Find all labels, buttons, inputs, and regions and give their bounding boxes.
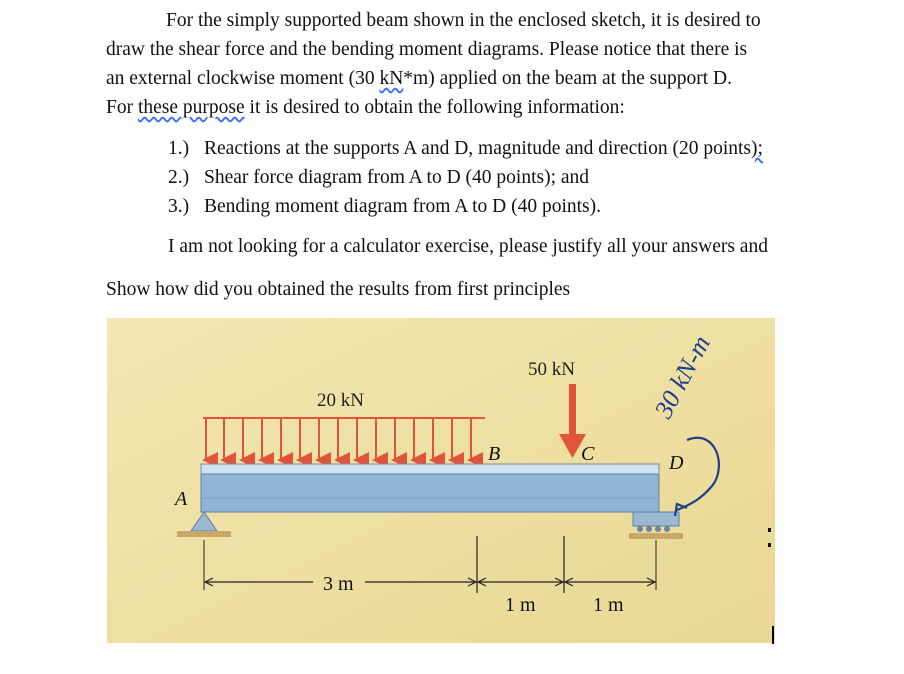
distributed-load-label: 20 kN bbox=[317, 390, 364, 411]
note-paragraph-1: I am not looking for a calculator exercise, please justify all your answers and bbox=[168, 236, 768, 257]
list-item: 1.) Reactions at the supports A and D, magnitude and direction (20 points); bbox=[168, 138, 763, 159]
intro-paragraph bbox=[106, 6, 896, 122]
note-paragraph-2: Show how did you obtained the results from first principles bbox=[106, 279, 571, 300]
point-load-label: 50 kN bbox=[528, 359, 575, 380]
dim-ab-label: 3 m bbox=[323, 573, 354, 595]
label-b: B bbox=[488, 443, 501, 465]
list-item: 2.) Shear force diagram from A to D (40 points); and bbox=[168, 167, 590, 188]
intro-line-2: draw the shear force and the bending moment diagrams. Please notice that there is bbox=[106, 39, 748, 60]
dim-cd-label: 1 m bbox=[593, 594, 624, 616]
dim-bc-label: 1 m bbox=[505, 594, 536, 616]
spellcheck-kn: kN bbox=[379, 68, 404, 89]
intro-line-4: For these purpose it is desired to obtain the following information: bbox=[106, 97, 625, 118]
label-d: D bbox=[669, 452, 684, 474]
intro-line-1: For the simply supported beam shown in the enclosed sketch, it is desired to bbox=[166, 10, 761, 31]
text-cursor bbox=[772, 626, 774, 644]
label-c: C bbox=[581, 443, 595, 465]
beam-diagram bbox=[107, 318, 775, 643]
beam-sketch-figure bbox=[107, 318, 775, 643]
moment-label: 30 kN-m bbox=[648, 330, 716, 423]
list-item: 3.) Bending moment diagram from A to D (40 points). bbox=[168, 196, 601, 217]
label-a: A bbox=[175, 488, 188, 510]
beam bbox=[201, 464, 659, 512]
spellcheck-these-purpose: these purpose bbox=[137, 97, 245, 118]
intro-line-3: an external clockwise moment (30 kN*m) applied on the beam at the support D. bbox=[106, 68, 733, 89]
requirements-list bbox=[168, 134, 763, 221]
